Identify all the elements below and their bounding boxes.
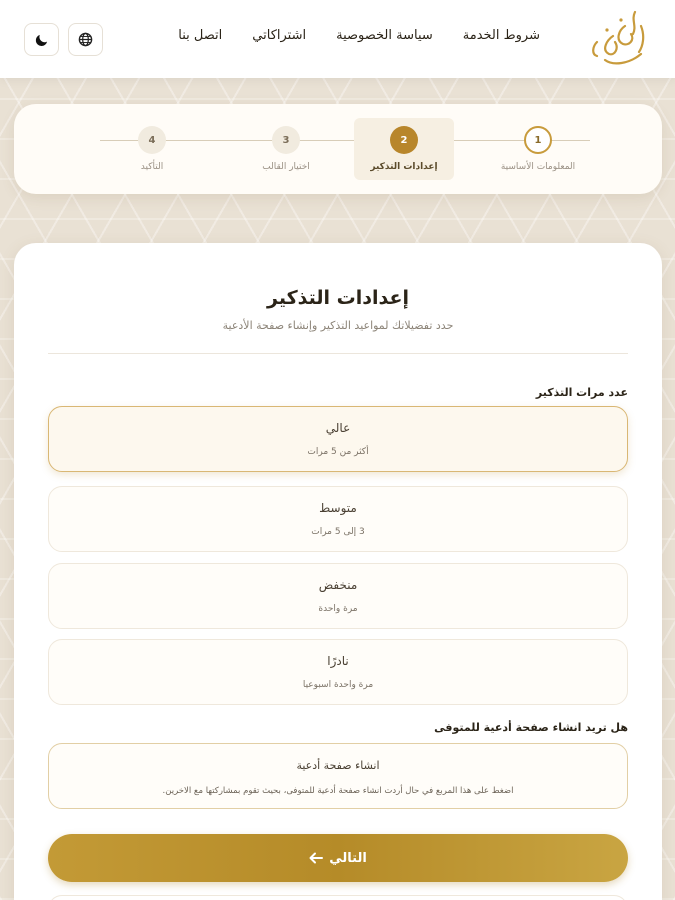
option-subtitle: أكثر من 5 مرات bbox=[307, 447, 369, 457]
step-label: التأكيد bbox=[140, 162, 164, 172]
frequency-option-low[interactable] bbox=[48, 563, 628, 629]
brand-logo[interactable] bbox=[585, 6, 655, 70]
main-nav bbox=[178, 28, 540, 43]
globe-icon bbox=[78, 32, 93, 47]
option-title: عالي bbox=[325, 421, 351, 435]
next-button[interactable] bbox=[48, 834, 628, 882]
option-subtitle: اضغط على هذا المربع في حال أردت انشاء صفحة أدعية للمتوفى، بحيث تقوم بمشاركتها مع الاخرين. bbox=[162, 786, 514, 796]
nav-contact-link[interactable]: اتصل بنا bbox=[178, 28, 223, 43]
theme-toggle-button[interactable] bbox=[24, 23, 59, 56]
frequency-label: عدد مرات التذكير bbox=[535, 386, 628, 399]
step-confirmation[interactable] bbox=[92, 126, 212, 172]
step-number: 3 bbox=[272, 126, 300, 154]
step-basic-info[interactable] bbox=[478, 126, 598, 172]
step-number: 2 bbox=[390, 126, 418, 154]
page-title: إعدادات التذكير bbox=[267, 287, 409, 309]
step-number: 4 bbox=[138, 126, 166, 154]
frequency-option-high[interactable] bbox=[48, 406, 628, 472]
option-title: نادرًا bbox=[327, 654, 349, 668]
step-template[interactable] bbox=[226, 126, 346, 172]
next-button-label: التالي bbox=[329, 850, 367, 866]
option-title: منخفض bbox=[318, 578, 358, 592]
step-number: 1 bbox=[524, 126, 552, 154]
frequency-option-medium[interactable] bbox=[48, 486, 628, 552]
create-prayer-page-option[interactable] bbox=[48, 743, 628, 809]
step-label: إعدادات التذكير bbox=[370, 162, 438, 172]
page-subtitle: حدد تفضيلاتك لمواعيد التذكير وإنشاء صفحة الأدعية bbox=[222, 319, 454, 332]
secondary-button[interactable] bbox=[48, 895, 628, 900]
option-title: انشاء صفحة أدعية bbox=[296, 759, 380, 772]
step-label: المعلومات الأساسية bbox=[500, 162, 576, 172]
option-subtitle: مرة واحدة bbox=[318, 604, 358, 614]
frequency-option-rare[interactable] bbox=[48, 639, 628, 705]
stepper-card bbox=[14, 104, 662, 194]
step-reminder-settings[interactable] bbox=[344, 126, 464, 172]
language-button[interactable] bbox=[68, 23, 103, 56]
reminder-settings-card bbox=[14, 243, 662, 900]
nav-subscriptions-link[interactable]: اشتراكاتي bbox=[252, 28, 307, 43]
divider bbox=[48, 353, 628, 354]
option-title: متوسط bbox=[319, 501, 357, 515]
moon-icon bbox=[35, 33, 49, 47]
prayer-page-question: هل تريد انشاء صفحة أدعية للمتوفى bbox=[434, 721, 628, 734]
nav-terms-link[interactable]: شروط الخدمة bbox=[462, 28, 540, 43]
top-header bbox=[0, 0, 675, 78]
nav-privacy-link[interactable]: سياسة الخصوصية bbox=[336, 28, 433, 43]
arrow-left-icon bbox=[309, 852, 323, 864]
step-label: اختيار القالب bbox=[262, 162, 310, 172]
option-subtitle: 3 إلى 5 مرات bbox=[311, 527, 365, 537]
option-subtitle: مرة واحدة اسبوعيا bbox=[302, 680, 374, 690]
